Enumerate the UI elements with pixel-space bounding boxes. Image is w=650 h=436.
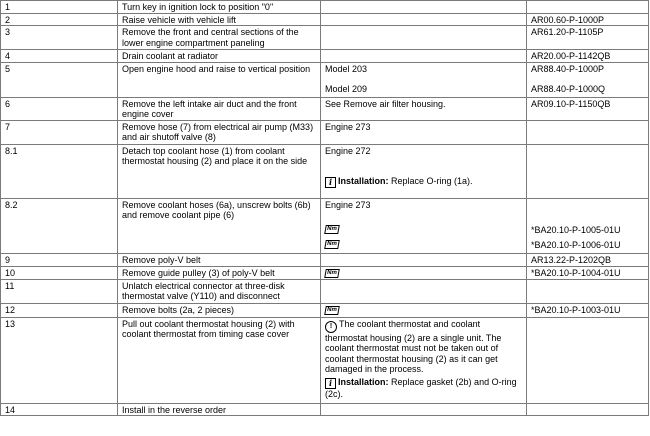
step-number: 13 [1,317,118,403]
step-text: Detach top coolant hose (1) from coolant thermostat housing (2) and place it on the side [118,144,321,198]
installation-label: Installation: [338,376,389,387]
installation-note [325,377,522,400]
step-reference[interactable]: *BA20.10-P-1003-01U [527,303,649,317]
torque-icon[interactable]: Nm [324,225,339,234]
step-reference [527,62,649,97]
step-note [321,253,527,266]
table-row [1,62,649,97]
step-number: 11 [1,279,118,303]
step-note [321,317,527,403]
step-note [321,279,527,303]
step-number: 1 [1,1,118,14]
table-row [1,266,649,279]
model-note: Model 203 [325,63,368,74]
table-row [1,253,649,266]
step-number: 14 [1,403,118,416]
step-note [321,50,527,63]
step-text: Remove poly-V belt [118,253,321,266]
reference-link[interactable]: *BA20.10-P-1005-01U [531,224,621,235]
step-reference [527,317,649,403]
table-row [1,279,649,303]
step-note [321,144,527,198]
installation-label: Installation: [338,176,389,186]
step-reference[interactable]: *BA20.10-P-1004-01U [527,266,649,279]
table-row [1,198,649,253]
info-icon: i [325,177,336,188]
caution-note [325,319,522,375]
engine-note: Engine 273 [325,199,371,210]
step-reference[interactable]: AR13.22-P-1202QB [527,253,649,266]
step-reference [527,198,649,253]
engine-note: Engine 272 [325,145,371,156]
step-number: 2 [1,13,118,26]
step-text: Remove the front and central sections of the lower engine compartment paneling [118,26,321,50]
table-row [1,144,649,198]
step-text: Turn key in ignition lock to position "0" [118,1,321,14]
reference-link[interactable]: AR88.40-P-1000P [531,63,605,74]
step-text: Remove bolts (2a, 2 pieces) [118,303,321,317]
step-note [321,403,527,416]
step-text: Open engine hood and raise to vertical position [118,62,321,97]
table-row [1,1,649,14]
step-number: 7 [1,120,118,144]
table-row [1,403,649,416]
step-note [321,13,527,26]
table-row [1,317,649,403]
step-note [321,198,527,253]
step-note [321,1,527,14]
step-text: Pull out coolant thermostat housing (2) with coolant thermostat from timing case cover [118,317,321,403]
step-text: Remove hose (7) from electrical air pump (M33) and air shutoff valve (8) [118,120,321,144]
step-note [321,62,527,97]
step-text: Unlatch electrical connector at three-disk thermostat valve (Y110) and disconnect [118,279,321,303]
step-reference [527,279,649,303]
installation-text: Replace gasket (2b) and O-ring (2c). [325,376,517,399]
step-reference [527,403,649,416]
step-text: Drain coolant at radiator [118,50,321,63]
step-number: 8.1 [1,144,118,198]
step-number: 12 [1,303,118,317]
step-text: Remove the left intake air duct and the front engine cover [118,97,321,120]
model-note: Model 209 [325,84,368,94]
reference-link[interactable]: AR88.40-P-1000Q [531,84,606,94]
table-row [1,120,649,144]
caution-text: The coolant thermostat and coolant thermostat housing (2) are a single unit. The coolant thermostat must not be taken out of coolant thermostat housing (2) as it can get damaged in the process. [325,318,502,374]
step-text: Remove coolant hoses (6a), unscrew bolts (6b) and remove coolant pipe (6) [118,198,321,253]
step-reference[interactable]: AR20.00-P-1142QB [527,50,649,63]
step-text: Remove guide pulley (3) of poly-V belt [118,266,321,279]
info-icon: i [325,378,336,389]
step-number: 9 [1,253,118,266]
step-text: Install in the reverse order [118,403,321,416]
step-reference [527,120,649,144]
torque-icon[interactable]: Nm [324,269,339,278]
step-number: 5 [1,62,118,97]
step-number: 6 [1,97,118,120]
step-note [321,26,527,50]
step-number: 10 [1,266,118,279]
step-reference [527,1,649,14]
step-number: 3 [1,26,118,50]
table-row [1,97,649,120]
step-number: 8.2 [1,198,118,253]
table-row [1,50,649,63]
step-reference[interactable]: AR61.20-P-1105P [527,26,649,50]
step-note [321,303,527,317]
step-note[interactable]: See Remove air filter housing. [321,97,527,120]
table-row [1,303,649,317]
step-text: Raise vehicle with vehicle lift [118,13,321,26]
torque-icon[interactable]: Nm [324,306,339,315]
caution-icon: ! [325,321,337,333]
installation-text: Replace O-ring (1a). [388,176,473,186]
step-reference[interactable]: AR09.10-P-1150QB [527,97,649,120]
step-note [321,266,527,279]
table-row [1,13,649,26]
step-reference [527,144,649,198]
step-number: 4 [1,50,118,63]
step-note: Engine 273 [321,120,527,144]
installation-note [325,176,522,188]
table-row [1,26,649,50]
step-reference[interactable]: AR00.60-P-1000P [527,13,649,26]
torque-icon[interactable]: Nm [324,240,339,249]
reference-link[interactable]: *BA20.10-P-1006-01U [531,239,621,250]
